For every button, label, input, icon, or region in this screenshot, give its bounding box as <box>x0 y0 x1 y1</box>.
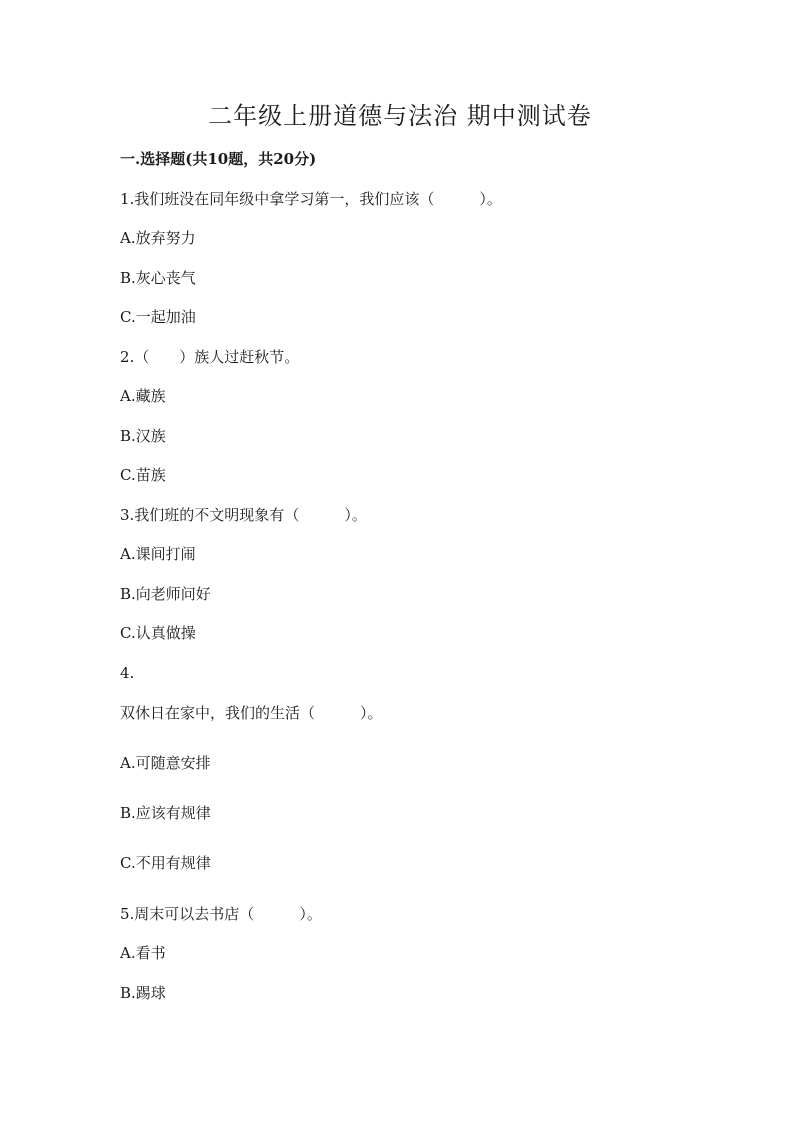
question-1-option-a: A.放弃努力 <box>120 229 196 247</box>
question-4-option-c: C.不用有规律 <box>120 854 211 872</box>
question-1-option-b: B.灰心丧气 <box>120 269 196 287</box>
question-2-option-c: C.苗族 <box>120 466 166 484</box>
question-5-option-b: B.踢球 <box>120 984 166 1002</box>
question-1-stem: 1.我们班没在同年级中拿学习第一，我们应该（ ）。 <box>120 190 502 208</box>
question-3-option-a: A.课间打闹 <box>120 545 196 563</box>
question-4-stem: 双休日在家中，我们的生活（ ）。 <box>120 704 383 722</box>
question-5-stem: 5.周末可以去书店（ ）。 <box>120 905 322 923</box>
question-4-option-a: A.可随意安排 <box>120 754 211 772</box>
question-5-option-a: A.看书 <box>120 944 166 962</box>
question-2-option-a: A.藏族 <box>120 387 166 405</box>
question-4-number: 4. <box>120 664 135 682</box>
question-3-option-c: C.认真做操 <box>120 624 196 642</box>
section-heading: 一.选择题(共10题，共20分) <box>120 150 317 168</box>
question-2-stem: 2.（ ）族人过赶秋节。 <box>120 348 300 366</box>
question-3-option-b: B.向老师问好 <box>120 585 211 603</box>
question-2-option-b: B.汉族 <box>120 427 166 445</box>
question-3-stem: 3.我们班的不文明现象有（ ）。 <box>120 506 367 524</box>
question-1-option-c: C.一起加油 <box>120 308 196 326</box>
question-4-option-b: B.应该有规律 <box>120 804 211 822</box>
page-title: 二年级上册道德与法治 期中测试卷 <box>208 102 592 130</box>
